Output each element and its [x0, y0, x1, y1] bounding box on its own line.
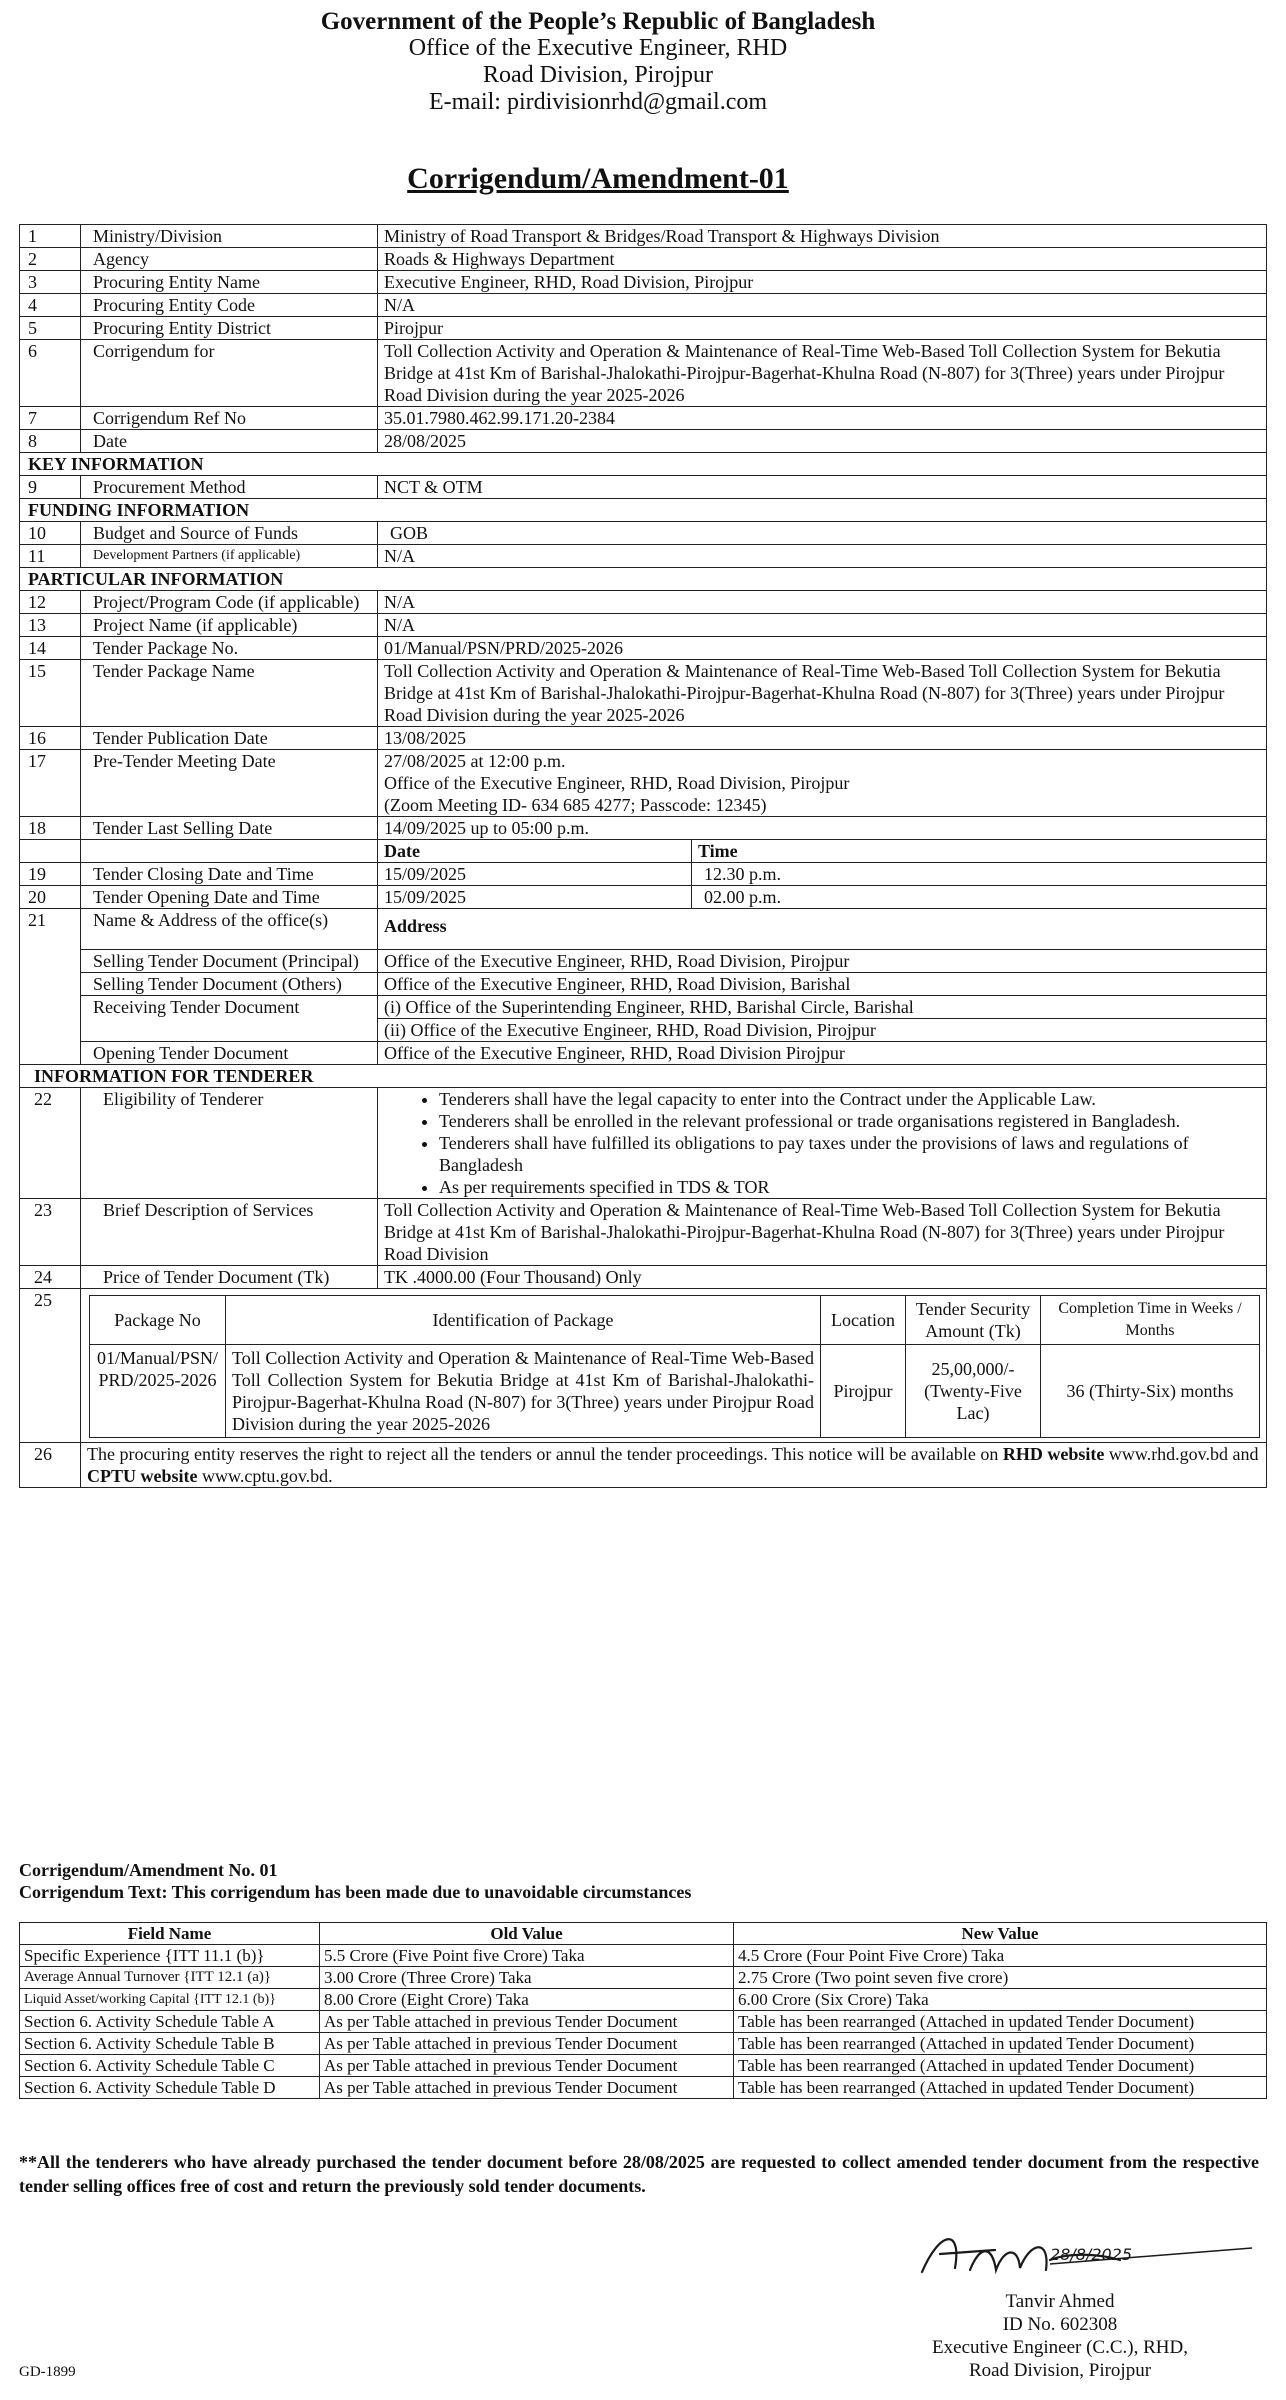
row-number: 18 [20, 817, 81, 840]
tender-info-table [19, 224, 1267, 1488]
row-number: 9 [20, 476, 81, 499]
table-row [20, 614, 1267, 637]
row-number: 10 [20, 522, 81, 545]
table-row [20, 1088, 1267, 1199]
row-label: Selling Tender Document (Principal) [81, 950, 378, 973]
new-value-header: New Value [734, 1923, 1267, 1945]
row-number: 2 [20, 248, 81, 271]
date-time-header [20, 840, 1267, 863]
row-label: Pre-Tender Meeting Date [81, 750, 378, 817]
svg-text:28/8/2025: 28/8/2025 [1050, 2245, 1133, 2264]
row-value: (i) Office of the Superintending Engineer, RHD, Barishal Circle, Barishal [378, 996, 1267, 1019]
table-row [20, 886, 1267, 909]
row-value: N/A [378, 614, 1267, 637]
row-label: Price of Tender Document (Tk) [81, 1266, 378, 1289]
row-label: Agency [81, 248, 378, 271]
closing-date: 15/09/2025 [378, 863, 692, 886]
table-row [20, 750, 1267, 817]
row-value [378, 750, 1267, 817]
row-label: Receiving Tender Document [81, 996, 378, 1042]
table-row [20, 271, 1267, 294]
amendment-heading [19, 1859, 1267, 1903]
row-value: TK .4000.00 (Four Thousand) Only [378, 1266, 1267, 1289]
table-row [20, 430, 1267, 453]
row-number: 7 [20, 407, 81, 430]
table-row [20, 248, 1267, 271]
row-label: Opening Tender Document [81, 1042, 378, 1065]
table-row [20, 817, 1267, 840]
row-label: Budget and Source of Funds [81, 522, 378, 545]
row-number: 13 [20, 614, 81, 637]
table-row [20, 660, 1267, 727]
time-header: Time [692, 840, 1267, 863]
table-row: Average Annual Turnover {ITT 12.1 (a)} 3.00 Crore (Three Crore) Taka 2.75 Crore (Two point seven five crore) [20, 1967, 1267, 1989]
row-number: 11 [20, 545, 81, 568]
table-row [20, 950, 1267, 973]
signature-block [860, 2290, 1260, 2382]
row-label: Tender Last Selling Date [81, 817, 378, 840]
row-number: 22 [20, 1088, 81, 1199]
table-row [20, 591, 1267, 614]
row-value: The procuring entity reserves the right to reject all the tenders or annul the tender proceedings. This notice will be available on RHD website www.rhd.gov.bd and CPTU website www.cptu.gov.bd. [81, 1443, 1267, 1488]
package-no: 01/Manual/PSN/ PRD/2025-2026 [90, 1345, 226, 1438]
row-label: Procuring Entity Name [81, 271, 378, 294]
table-row [20, 1199, 1267, 1266]
table-row [20, 637, 1267, 660]
page-title: Corrigendum/Amendment-01 [407, 162, 789, 195]
eligibility-list [384, 1088, 1260, 1198]
table-row: Section 6. Activity Schedule Table B As per Table attached in previous Tender Document Table has been rearranged (Attached in updated Tender Document) [20, 2033, 1267, 2055]
row-value: N/A [378, 294, 1267, 317]
row-label: Procurement Method [81, 476, 378, 499]
table-row [20, 1042, 1267, 1065]
table-row: Section 6. Activity Schedule Table D As per Table attached in previous Tender Document Table has been rearranged (Attached in updated Tender Document) [20, 2077, 1267, 2099]
row-number: 5 [20, 317, 81, 340]
row-label: Date [81, 430, 378, 453]
row-label: Brief Description of Services [81, 1199, 378, 1266]
row-value: Toll Collection Activity and Operation & Maintenance of Real-Time Web-Based Toll Collection System for Bekutia Bridge at 41st Km of Barishal-Jhalokathi-Pirojpur-Bagerhat-Khulna Road (N-807) for 3(Three) years under Pirojpur Road Division during the year 2025-2026 [378, 660, 1267, 727]
tenderer-note: **All the tenderers who have already purchased the tender document before 28/08/2025 are requested to collect amended tender document from the respective tender selling offices free of cost and return the previously sold tender documents. [19, 2152, 1259, 2196]
row-label: Ministry/Division [81, 225, 378, 248]
signatory-office: Road Division, Pirojpur [968, 2360, 1152, 2381]
package-cell [81, 1289, 1267, 1443]
row-number: 4 [20, 294, 81, 317]
changes-table [19, 1922, 1267, 2099]
row-label: Tender Publication Date [81, 727, 378, 750]
row-label: Tender Package Name [81, 660, 378, 727]
row-label: Name & Address of the office(s) [81, 909, 378, 950]
section-heading: FUNDING INFORMATION [20, 499, 1267, 522]
row-label: Tender Opening Date and Time [81, 886, 378, 909]
row-number: 26 [20, 1443, 81, 1488]
division-name: Road Division, Pirojpur [482, 62, 713, 88]
table-row [20, 973, 1267, 996]
table-row [20, 225, 1267, 248]
row-value: (ii) Office of the Executive Engineer, RHD, Road Division, Pirojpur [378, 1019, 1267, 1042]
pkg-header: Package No [90, 1296, 226, 1345]
table-row [20, 545, 1267, 568]
table-row: Specific Experience {ITT 11.1 (b)} 5.5 Crore (Five Point five Crore) Taka 4.5 Crore (Four Point Five Crore) Taka [20, 1945, 1267, 1967]
section-heading: INFORMATION FOR TENDERER [20, 1065, 1267, 1088]
amendment-number: Corrigendum/Amendment No. 01 [19, 1860, 278, 1880]
table-row [20, 476, 1267, 499]
row-value: 35.01.7980.462.99.171.20-2384 [378, 407, 1267, 430]
signatory-id: ID No. 602308 [1002, 2314, 1118, 2335]
row-label: Development Partners (if applicable) [81, 545, 378, 568]
row-number: 12 [20, 591, 81, 614]
table-row [20, 294, 1267, 317]
signatory-name: Tanvir Ahmed [1005, 2291, 1115, 2312]
row-value: 01/Manual/PSN/PRD/2025-2026 [378, 637, 1267, 660]
row-number: 15 [20, 660, 81, 727]
row-number: 17 [20, 750, 81, 817]
govt-name: Government of the People’s Republic of Bangladesh [320, 8, 876, 35]
table-row [20, 1289, 1267, 1443]
ident-header: Identification of Package [226, 1296, 821, 1345]
amendment-text: Corrigendum Text: This corrigendum has been made due to unavoidable circumstances [19, 1882, 692, 1902]
row-label: Project Name (if applicable) [81, 614, 378, 637]
row-number: 14 [20, 637, 81, 660]
row-number: 23 [20, 1199, 81, 1266]
package-identification: Toll Collection Activity and Operation & Maintenance of Real-Time Web-Based Toll Collection System for Bekutia Bridge at 41st Km of Barishal-Jhalokathi-Pirojpur-Bagerhat-Khulna Road (N-807) for 3(Three) years under Pirojpur Road Division during the year 2025-2026 [226, 1345, 821, 1438]
row-value: Office of the Executive Engineer, RHD, Road Division, Pirojpur [378, 950, 1267, 973]
row-value: Office of the Executive Engineer, RHD, Road Division, Barishal [378, 973, 1267, 996]
table-row [20, 340, 1267, 407]
table-row [20, 1443, 1267, 1488]
row-number: 16 [20, 727, 81, 750]
package-location: Pirojpur [821, 1345, 906, 1438]
opening-time: 02.00 p.m. [692, 886, 1267, 909]
table-row [20, 727, 1267, 750]
row-label: Tender Package No. [81, 637, 378, 660]
row-value [378, 1088, 1267, 1199]
row-number: 21 [20, 909, 81, 1065]
row-value: N/A [378, 591, 1267, 614]
row-label: Selling Tender Document (Others) [81, 973, 378, 996]
old-value-header: Old Value [320, 1923, 734, 1945]
row-value: Toll Collection Activity and Operation & Maintenance of Real-Time Web-Based Toll Collection System for Bekutia Bridge at 41st Km of Barishal-Jhalokathi-Pirojpur-Bagerhat-Khulna Road (N-807) for 3(Three) years under Pirojpur Road Division during the year 2025-2026 [378, 340, 1267, 407]
row-value: Toll Collection Activity and Operation & Maintenance of Real-Time Web-Based Toll Collection System for Bekutia Bridge at 41st Km of Barishal-Jhalokathi-Pirojpur-Bagerhat-Khulna Road (N-807) for 3(Three) years under Pirojpur Road Division [378, 1199, 1267, 1266]
row-value: Ministry of Road Transport & Bridges/Road Transport & Highways Division [378, 225, 1267, 248]
office-name: Office of the Executive Engineer, RHD [408, 35, 788, 61]
table-row [20, 909, 1267, 950]
row-label: Procuring Entity District [81, 317, 378, 340]
table-row [20, 863, 1267, 886]
table-row: Section 6. Activity Schedule Table A As per Table attached in previous Tender Document Table has been rearranged (Attached in updated Tender Document) [20, 2011, 1267, 2033]
closing-time: 12.30 p.m. [692, 863, 1267, 886]
row-value: Roads & Highways Department [378, 248, 1267, 271]
table-row: Section 6. Activity Schedule Table C As per Table attached in previous Tender Document Table has been rearranged (Attached in updated Tender Document) [20, 2055, 1267, 2077]
row-number: 20 [20, 886, 81, 909]
signature-image [900, 2220, 1260, 2300]
cptu-website-label: CPTU website [87, 1466, 198, 1486]
row-number: 24 [20, 1266, 81, 1289]
row-value: NCT & OTM [378, 476, 1267, 499]
table-row [20, 1266, 1267, 1289]
completion-time: 36 (Thirty-Six) months [1041, 1345, 1260, 1438]
email-line: E-mail: pirdivisionrhd@gmail.com [428, 89, 768, 115]
row-number: 1 [20, 225, 81, 248]
list-item: • As per requirements specified in TDS & TOR [439, 1176, 1260, 1198]
row-value: 14/09/2025 up to 05:00 p.m. [378, 817, 1267, 840]
row-number: 3 [20, 271, 81, 294]
list-item: • Tenderers shall have the legal capacity to enter into the Contract under the Applicable Law. [439, 1088, 1260, 1110]
zoom-info: (Zoom Meeting ID- 634 685 4277; Passcode: 12345) [384, 795, 767, 815]
row-value: N/A [378, 545, 1267, 568]
location-header: Location [821, 1296, 906, 1345]
letterhead [0, 8, 1196, 116]
opening-date: 15/09/2025 [378, 886, 692, 909]
table-row [20, 407, 1267, 430]
list-item: • Tenderers shall be enrolled in the relevant professional or trade organisations registered in Bangladesh. [439, 1110, 1260, 1132]
table-row [20, 317, 1267, 340]
table-row [20, 996, 1267, 1019]
row-label: Tender Closing Date and Time [81, 863, 378, 886]
section-heading: PARTICULAR INFORMATION [20, 568, 1267, 591]
table-header [20, 1923, 1267, 1945]
table-row: Liquid Asset/working Capital {ITT 12.1 (b)} 8.00 Crore (Eight Crore) Taka 6.00 Crore (Six Crore) Taka [20, 1989, 1267, 2011]
row-number: 6 [20, 340, 81, 407]
row-label: Corrigendum Ref No [81, 407, 378, 430]
signatory-title: Executive Engineer (C.C.), RHD, [932, 2337, 1188, 2358]
row-value: Pirojpur [378, 317, 1267, 340]
row-value: Office of the Executive Engineer, RHD, Road Division Pirojpur [378, 1042, 1267, 1065]
row-number: 8 [20, 430, 81, 453]
row-label: Eligibility of Tenderer [81, 1088, 378, 1199]
meeting-venue: Office of the Executive Engineer, RHD, Road Division, Pirojpur [384, 773, 850, 793]
row-number: 25 [20, 1289, 81, 1443]
footer-code: GD-1899 [19, 2364, 76, 2380]
field-name-header: Field Name [20, 1923, 320, 1945]
security-header: Tender Security Amount (Tk) [906, 1296, 1041, 1345]
section-heading: KEY INFORMATION [20, 453, 1267, 476]
list-item: • Tenderers shall have fulfilled its obligations to pay taxes under the provisions of laws and regulations of Bangladesh [439, 1132, 1260, 1176]
date-header: Date [378, 840, 692, 863]
rhd-website-label: RHD website [1002, 1444, 1105, 1464]
package-table [89, 1295, 1260, 1438]
row-label: Procuring Entity Code [81, 294, 378, 317]
row-value: Executive Engineer, RHD, Road Division, Pirojpur [378, 271, 1267, 294]
row-value: 28/08/2025 [378, 430, 1267, 453]
row-number: 19 [20, 863, 81, 886]
address-header: Address [378, 909, 1267, 950]
table-row [20, 522, 1267, 545]
meeting-date: 27/08/2025 at 12:00 p.m. [384, 751, 566, 771]
row-label: Project/Program Code (if applicable) [81, 591, 378, 614]
completion-header: Completion Time in Weeks / Months [1041, 1296, 1260, 1345]
row-label: Corrigendum for [81, 340, 378, 407]
row-value: 13/08/2025 [378, 727, 1267, 750]
row-value: GOB [378, 522, 1267, 545]
tender-security: 25,00,000/- (Twenty-Five Lac) [906, 1345, 1041, 1438]
